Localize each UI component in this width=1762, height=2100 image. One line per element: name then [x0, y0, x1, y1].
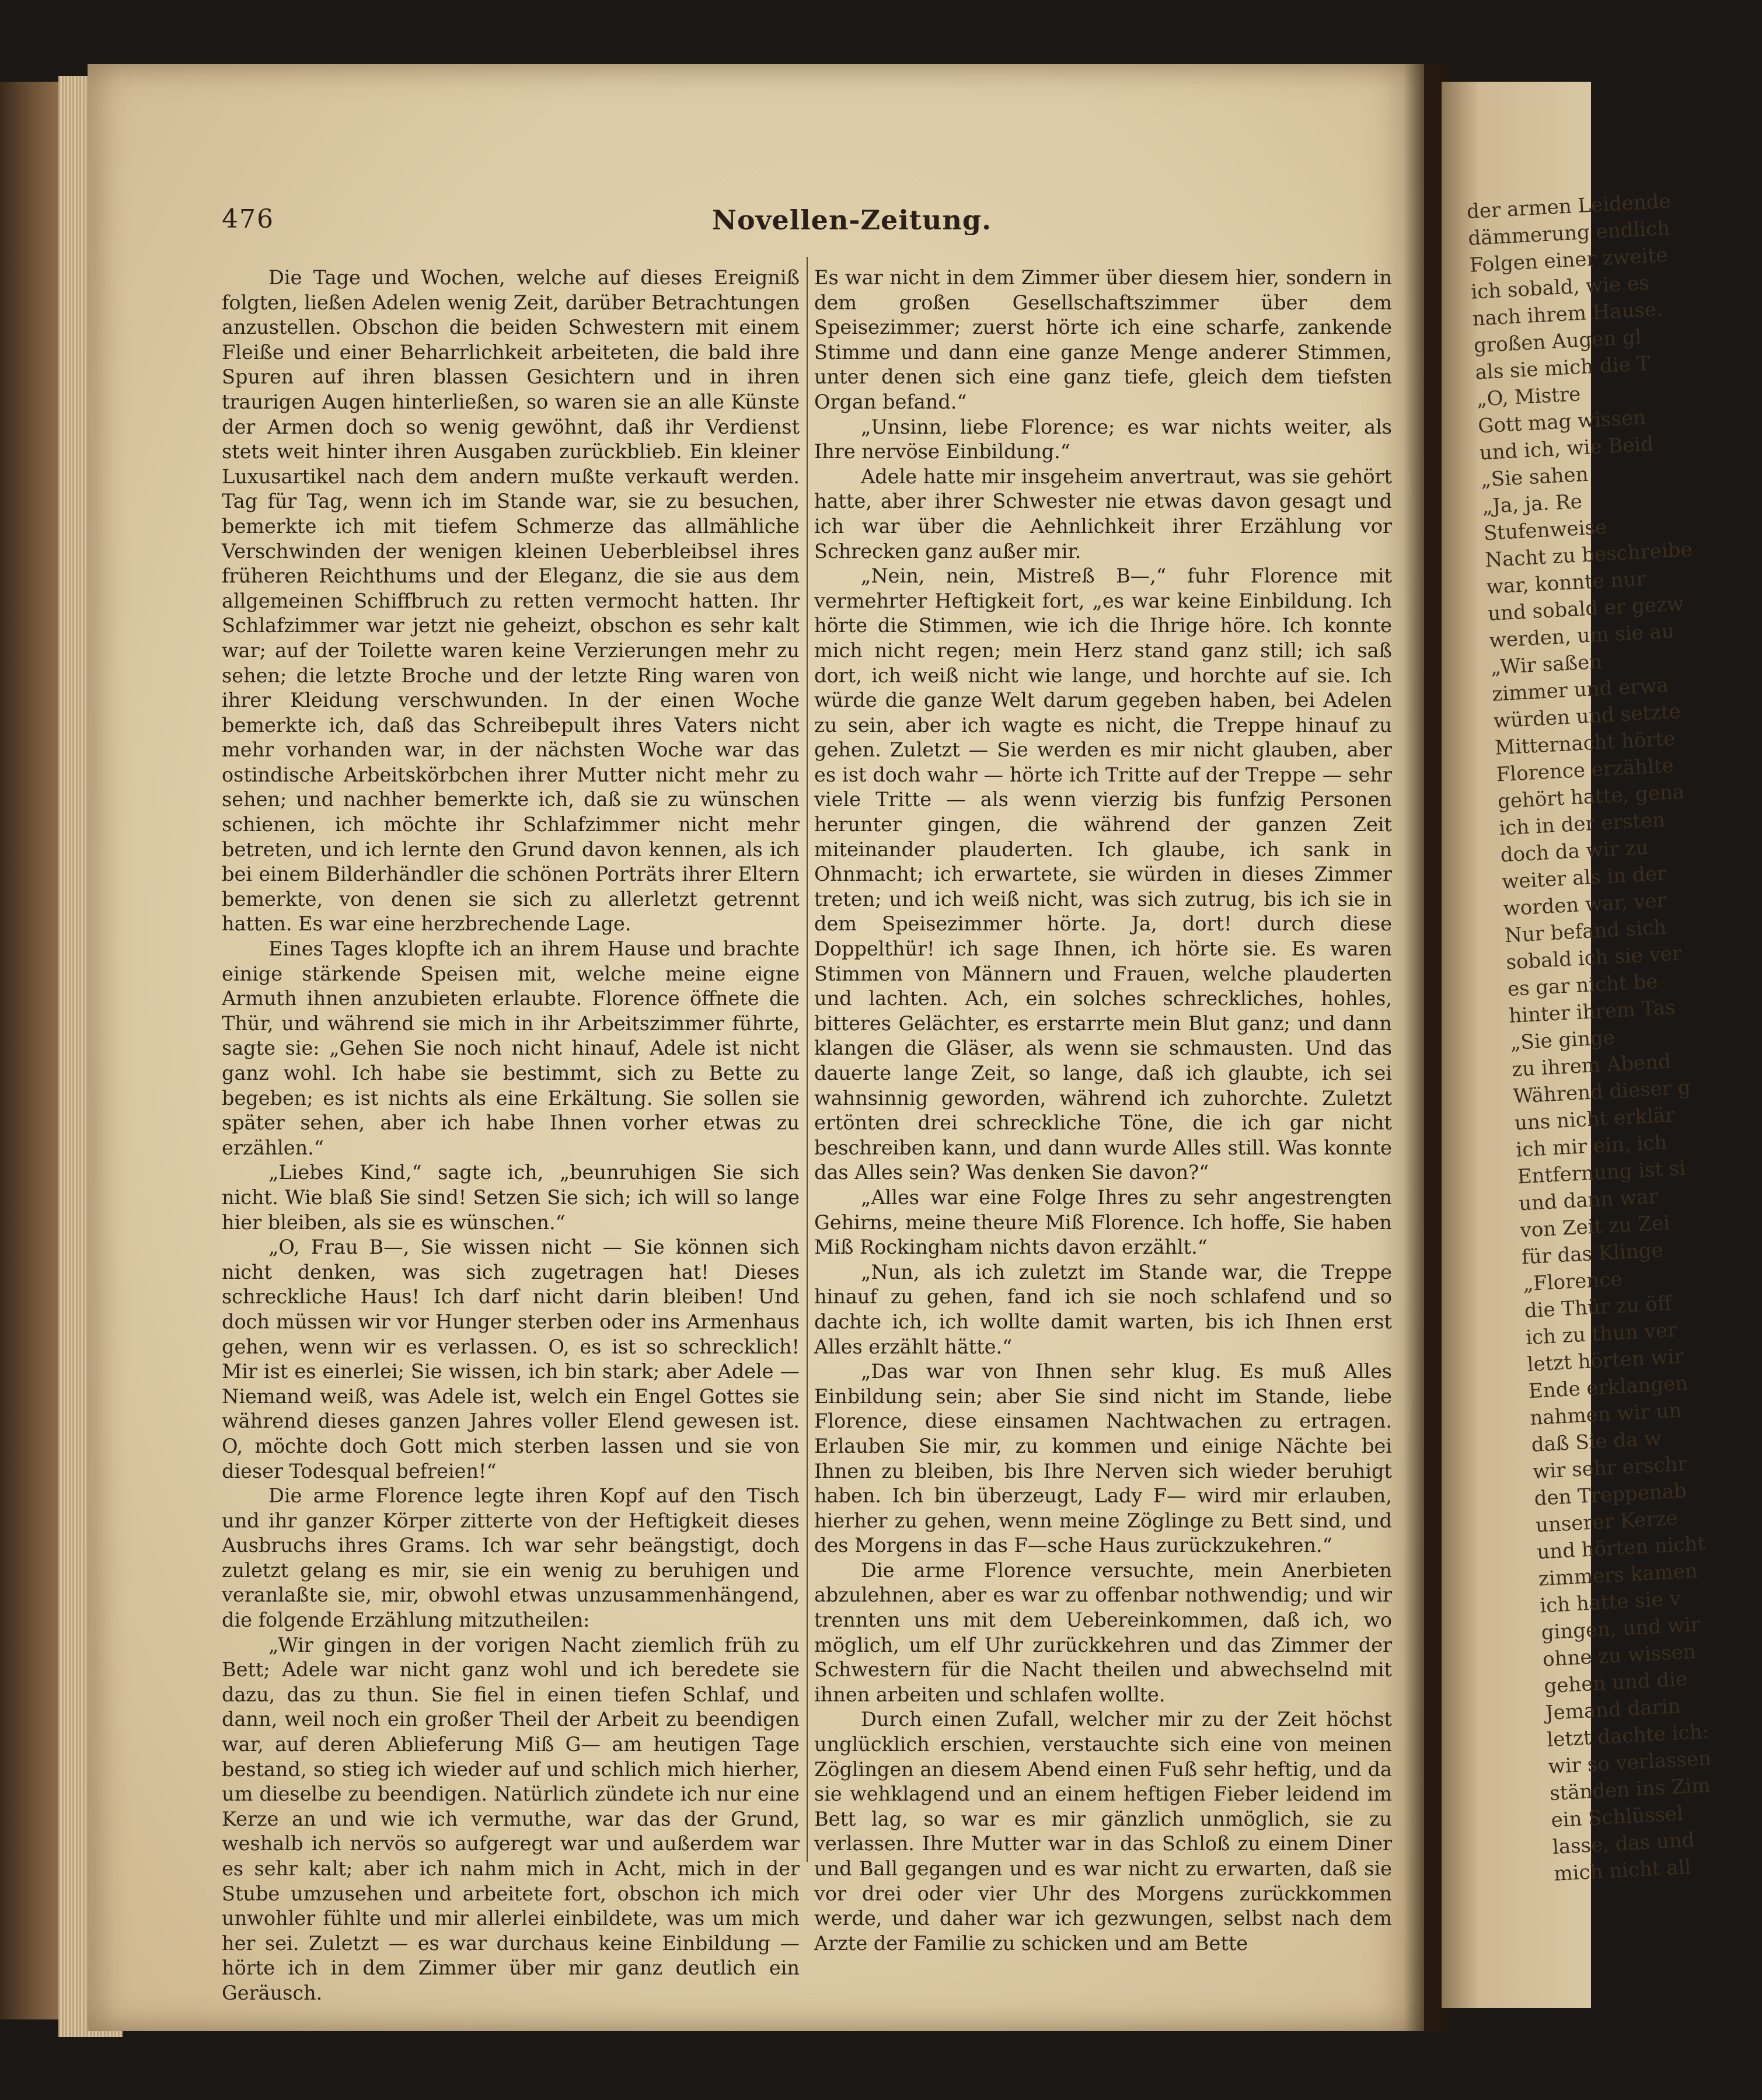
- paragraph: „Liebes Kind,“ sagte ich, „beunruhigen Sie sich nicht. Wie blaß Sie sind! Setzen Sie sich; ich will so lange hier bleiben, als sie es wünschen.“: [222, 1161, 800, 1234]
- paragraph: „Alles war eine Folge Ihres zu sehr angestrengten Gehirns, meine theure Miß Florence. Ich hoffe, Sie haben Miß Rockingham nichts davon erzählt.“: [814, 1185, 1392, 1259]
- page-number: 476: [222, 204, 274, 234]
- text-column-left: [222, 266, 800, 2006]
- paragraph: „Das war von Ihnen sehr klug. Es muß Alles Einbildung sein; aber Sie sind nicht im Stande, liebe Florence, diese einsamen Nachtwachen zu ertragen. Erlauben Sie mir, zu kommen und einige Nächte bei Ihnen zu bleiben, bis Ihre Nerven sich wieder beruhigt haben. Ich bin überzeugt, Lady F— wird mir erlauben, hierher zu gehen, wenn meine Zöglinge zu Bett sind, und des Morgens in das F—sche Haus zurückzukehren.“: [814, 1360, 1392, 1557]
- paragraph: „Nun, als ich zuletzt im Stande war, die Treppe hinauf zu gehen, fand ich sie noch schlafend und so dachte ich, ich wollte damit warten, bis ich Ihnen erst Alles erzählt hätte.“: [814, 1260, 1392, 1358]
- paragraph: Die arme Florence legte ihren Kopf auf den Tisch und ihr ganzer Körper zitterte von der Heftigkeit dieses Ausbruchs ihres Grams. Ich war sehr beängstigt, doch zuletzt gelang es mir, sie ein wenig zu beruhigen und veranlaßte sie, mir, obwohl etwas unzusammenhängend, die folgende Erzählung mitzutheilen:: [222, 1484, 800, 1632]
- paragraph: „Unsinn, liebe Florence; es war nichts weiter, als Ihre nervöse Einbildung.“: [814, 415, 1392, 463]
- paragraph-continued: Es war nicht in dem Zimmer über diesem hier, sondern in dem großen Gesellschaftszimmer über dem Speisezimmer; zuerst hörte ich eine scharfe, zankende Stimme und dann eine ganze Menge anderer Stimmen, unter denen sich eine ganz tiefe, gleich dem tiefsten Organ befand.“: [814, 266, 1392, 413]
- page-header: [222, 204, 1389, 245]
- text-column-right: [814, 266, 1392, 1956]
- next-page-edge: [1442, 82, 1712, 2008]
- paragraph: „O, Frau B—, Sie wissen nicht — Sie können sich nicht denken, was sich zugetragen hat! Dieses schreckliche Haus! Ich darf nicht darin bleiben! Und doch müssen wir vor Hunger sterben oder ins Armenhaus gehen, wenn wir es verlassen. O, es ist so schrecklich! Mir ist es einerlei; Sie wissen, ich bin stark; aber Adele — Niemand weiß, was Adele ist, welch ein Engel Gottes sie während dieses ganzen Jahres voller Elend gewesen ist. O, möchte doch Gott mich sterben lassen und sie von dieser Todesqual befreien!“: [222, 1236, 800, 1482]
- paragraph: Die Tage und Wochen, welche auf dieses Ereigniß folgten, ließen Adelen wenig Zeit, darüber Betrachtungen anzustellen. Obschon die beiden Schwestern mit einem Fleiße und einer Beharrlichkeit arbeiteten, die bald ihre Spuren auf ihren blassen Gesichtern und in ihren traurigen Augen hinterließen, so waren sie an alle Künste der Armen doch so wenig gewöhnt, daß ihr Verdienst stets weit hinter ihren Ausgaben zurückblieb. Ein kleiner Luxusartikel nach dem andern mußte verkauft werden. Tag für Tag, wenn ich im Stande war, sie zu besuchen, bemerkte ich mit tiefem Schmerze das allmähliche Verschwinden der wenigen kleinen Ueberbleibsel ihres früheren Reichthums und der Eleganz, die sie aus dem allgemeinen Schiffbruch zu retten vermocht hatten. Ihr Schlafzimmer war jetzt nie geheizt, obschon es sehr kalt war; auf der Toilette waren keine Verzierungen mehr zu sehen; die letzte Broche und der letzte Ring waren von ihrer Kleidung verschwunden. In der einen Woche bemerkte ich, daß das Schreibepult ihres Vaters nicht mehr vorhanden war, in der nächsten Woche war das ostindische Arbeitskörbchen ihrer Mutter nicht mehr zu sehen; und nachher bemerkte ich, daß sie zu wünschen schienen, ich möchte ihr Schlafzimmer nicht mehr betreten, und ich lernte den Grund davon kennen, als ich bei einem Bilderhändler die schönen Porträts ihrer Eltern bemerkte, von denen sie sich zu allerletzt getrennt hatten. Es war eine herzbrechende Lage.: [222, 266, 800, 936]
- paragraph: „Wir gingen in der vorigen Nacht ziemlich früh zu Bett; Adele war nicht ganz wohl und ich beredete sie dazu, das zu thun. Sie fiel in einen tiefen Schlaf, und dann, weil noch ein großer Theil der Arbeit zu beendigen war, auf deren Ablieferung Miß G— am heutigen Tage bestand, so stieg ich wieder auf und schlich mich hierher, um dieselbe zu beendigen. Natürlich zündete ich nur eine Kerze an und wie ich vermuthe, war das der Grund, weshalb ich nervös so aufgeregt war und außerdem war es sehr kalt; aber ich nahm mich in Acht, mich in der Stube umzusehen und arbeitete fort, obschon ich mich unwohler fühlte und mir allerlei einbildete, was um mich her sei. Zuletzt — es war durchaus keine Einbildung — hörte ich in dem Zimmer über mir ganz deutlich ein Geräusch.: [222, 1633, 800, 2004]
- next-page-fragment: der armen Leidende dämmerung endlich Folgen einer zweite ich sobald, wie es nach ihrem Hause. großen Augen gl als sie mich die T „O, Mistre Gott mag wissen und ich, wie Beid „Sie sahen „Ja, ja. Re Stufenweise Nacht zu beschreibe war, konnte nur und sobald er gezw werden, um sie au „Wir saßen zimmer und erwa würden und setzte Mitternacht hörte Florence erzählte gehört hatte, gena ich in der ersten doch da wir zu weiter als in der worden war, ver Nur befand sich sobald ich sie ver es gar nicht be hinter ihrem Tas „Sie ginge zu ihrem Abend Während dieser g uns nicht erklär ich mir ein, ich Entfernung ist si und dann war von Zeit zu Zei für das Klinge „Florence die Thür zu öff ich zu thun ver letzt hörten wir Ende erklangen nahmen wir un daß Sie da w wir sehr erschr den Treppenab unserer Kerze und hörten nicht zimmers kamen ich hatte sie v gingen, und wir ohne zu wissen gehen und die Jemand darin letzt dachte ich: wir so verlassen ständen ins Zim ein Schlüssel lasse, das und mich nicht all: [1466, 189, 1712, 1886]
- running-title: Novellen-Zeitung.: [712, 204, 992, 236]
- paragraph: „Nein, nein, Mistreß B—,“ fuhr Florence mit vermehrter Heftigkeit fort, „es war keine Einbildung. Ich hörte die Stimmen, wie ich die Ihrige höre. Ich konnte mich nicht regen; mein Herz stand ganz still; ich saß dort, ich weiß nicht wie lange, und horchte auf sie. Ich würde die ganze Welt darum gegeben haben, bei Adelen zu sein, aber ich wagte es nicht, die Treppe hinauf zu gehen. Zuletzt — Sie werden es mir nicht glauben, aber es ist doch wahr — hörte ich Tritte auf der Treppe — sehr viele Tritte — als wenn vierzig bis funfzig Personen herunter gingen, die während der ganzen Zeit miteinander plauderten. Ich glaube, ich sank in Ohnmacht; ich erwartete, sie würden in dieses Zimmer treten; und ich weiß nicht, was sich zutrug, bis ich sie in dem Speisezimmer hörte. Ja, dort! durch diese Doppelthür! ich sage Ihnen, ich hörte sie. Es waren Stimmen von Männern und Frauen, welche plauderten und lachten. Ach, ein solches schreckliches, hohles, bitteres Gelächter, es erstarrte mein Blut ganz; und dann klangen die Gläser, als wenn sie schmausten. Und das dauerte lange Zeit, so lange, daß ich glaubte, ich sei wahnsinnig geworden, während ich zuhorchte. Zuletzt ertönten drei schreckliche Töne, die ich gar nicht beschreiben kann, und dann wurde Alles still. Was konnte das Alles sein? Was denken Sie davon?“: [814, 564, 1392, 1184]
- column-divider: [807, 257, 808, 1862]
- paragraph: Eines Tages klopfte ich an ihrem Hause und brachte einige stärkende Speisen mit, welche meine eigne Armuth ihnen anzubieten erlaubte. Florence öffnete die Thür, und während sie mich in ihr Arbeitszimmer führte, sagte sie: „Gehen Sie noch nicht hinauf, Adele ist nicht ganz wohl. Ich habe sie bestimmt, sich zu Bette zu begeben; es ist nichts als eine Erkältung. Sie sollen sie später sehen, aber ich habe Ihnen vorher etwas zu erzählen.“: [222, 937, 800, 1159]
- paragraph: Durch einen Zufall, welcher mir zu der Zeit höchst unglücklich erschien, verstauchte sich eine von meinen Zöglingen an diesem Abend einen Fuß sehr heftig, und da sie wehklagend und an einem heftigen Fieber leidend im Bett lag, so war es mir gänzlich unmöglich, sie zu verlassen. Ihre Mutter war in das Schloß zu einem Diner und Ball gegangen und es war nicht zu erwarten, daß sie vor drei oder vier Uhr des Morgens zurückkommen werde, und daher war ich gezwungen, selbst nach dem Arzte der Familie zu schicken und am Bette: [814, 1708, 1392, 1955]
- paragraph: Adele hatte mir insgeheim anvertraut, was sie gehört hatte, aber ihrer Schwester nie etwas davon gesagt und ich war über die Aehnlichkeit ihrer Erzählung vor Schrecken ganz außer mir.: [814, 465, 1392, 563]
- paragraph: Die arme Florence versuchte, mein Anerbieten abzulehnen, aber es war zu offenbar nothwendig; und wir trennten uns mit dem Uebereinkommen, daß ich, wo möglich, um elf Uhr zurückkehren und das Zimmer der Schwestern für die Nacht theilen und abwechselnd mit ihnen arbeiten und schlafen wollte.: [814, 1558, 1392, 1706]
